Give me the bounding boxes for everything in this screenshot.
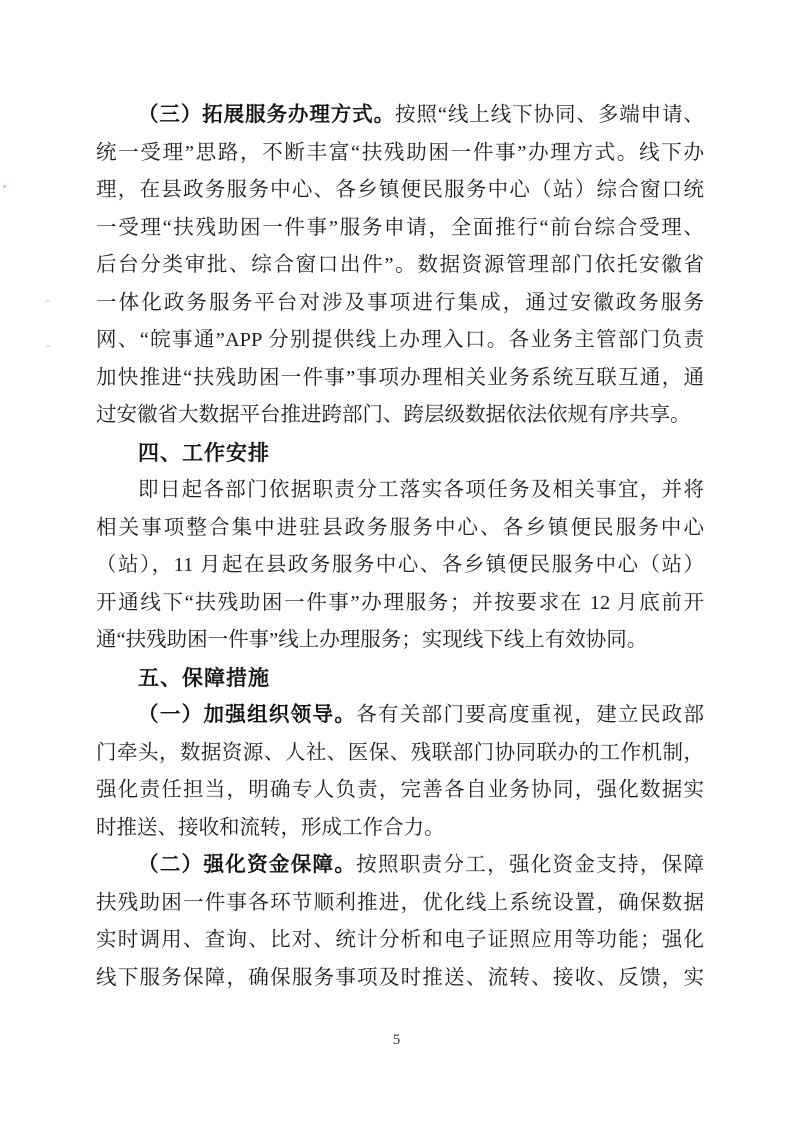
page-number: 5	[392, 1032, 401, 1048]
paragraph-line: 门牵头，数据资源、人社、医保、残联部门协同联办的工作机制，	[96, 741, 704, 764]
paragraph-line: 扶残助困一件事各环节顺利推进，优化线上系统设置，确保数据	[96, 891, 704, 914]
paragraph-line: 相关事项整合集中进驻县政务服务中心、各乡镇便民服务中心	[96, 516, 704, 539]
paragraph-lead: （三）拓展服务办理方式。	[138, 104, 396, 126]
paragraph-line: 理，在县政务服务中心、各乡镇便民服务中心（站）综合窗口统	[96, 179, 704, 201]
paragraph-line: （站），11 月起在县政务服务中心、各乡镇便民服务中心（站）	[96, 554, 704, 576]
paragraph-line: 一体化政务服务平台对涉及事项进行集成，通过安徽政务服务	[96, 291, 704, 314]
paragraph-line	[96, 697, 704, 735]
paragraph-line: 网、“皖事通”APP 分别提供线上办理入口。各业务主管部门负责	[96, 329, 704, 351]
paragraph-line: 时推送、接收和流转，形成工作合力。	[96, 816, 445, 839]
paragraph-line: 实时调用、查询、比对、统计分析和电子证照应用等功能；强化	[96, 929, 704, 951]
line-text: 各有关部门要高度重视，建立民政部	[356, 704, 705, 726]
paragraph-line: 即日起各部门依据职责分工落实各项任务及相关事宜，并将	[138, 479, 704, 501]
paragraph-line: 统一受理”思路，不断丰富“扶残助困一件事”办理方式。线下办	[96, 141, 704, 164]
section-heading-safeguard-measures: 五、保障措施	[138, 666, 270, 690]
paragraph-line: 通“扶残助困一件事”线上办理服务；实现线下线上有效协同。	[96, 629, 648, 651]
section-heading-work-arrangement: 四、工作安排	[138, 441, 270, 465]
paragraph-line	[96, 847, 704, 885]
line-text: 按照职责分工，强化资金支持，保障	[356, 854, 705, 876]
paragraph-line: 加快推进“扶残助困一件事”事项办理相关业务系统互联互通，通	[96, 366, 704, 389]
paragraph-line: 后台分类审批、综合窗口出件”。数据资源管理部门依托安徽省	[96, 254, 704, 276]
paragraph-line: 强化责任担当，明确专人负责，完善各自业务协同，强化数据实	[96, 779, 704, 801]
paragraph-line	[96, 97, 704, 135]
paragraph-line: 开通线下“扶残助困一件事”办理服务；并按要求在 12 月底前开	[96, 591, 704, 614]
paragraph-line: 一受理“扶残助困一件事”服务申请，全面推行“前台综合受理、	[96, 216, 704, 239]
paragraph-lead: （一）加强组织领导。	[138, 704, 357, 726]
scan-artifact	[45, 300, 50, 302]
paragraph-line: 过安徽省大数据平台推进跨部门、跨层级数据依法依规有序共享。	[96, 404, 691, 426]
scan-artifact	[3, 185, 6, 188]
paragraph-lead: （二）强化资金保障。	[138, 854, 357, 876]
paragraph-line: 线下服务保障，确保服务事项及时推送、流转、接收、反馈，实	[96, 966, 704, 989]
line-text: 按照“线上线下协同、多端申请、	[395, 104, 704, 126]
scan-artifact	[46, 345, 51, 347]
document-body	[96, 97, 704, 997]
